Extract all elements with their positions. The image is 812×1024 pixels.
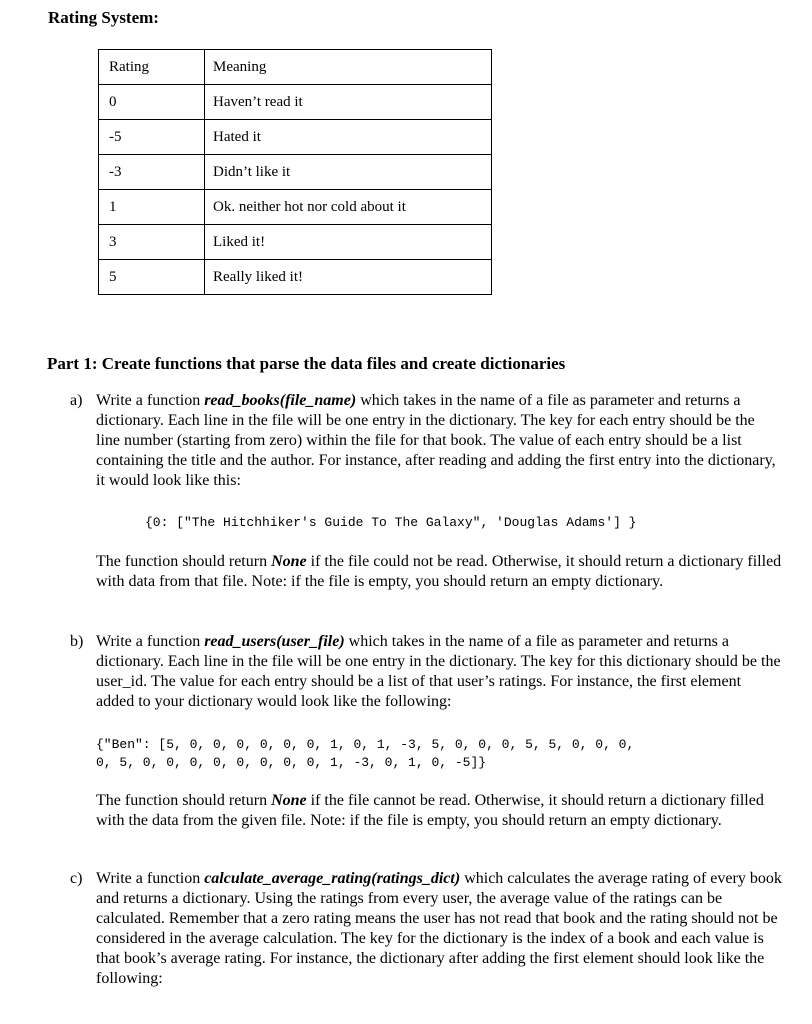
rating-cell: -5: [99, 120, 205, 155]
rating-cell: 1: [99, 190, 205, 225]
item-b-label: b): [70, 633, 84, 650]
item-c-post: which calculates the average rating of every book and returns a dictionary. Using the ratings from every user, the average value of the ratings can be calculated. Remember that a zero rating means the user has not read that book and the rating should not be considered in the average calculation. The key for the dictionary is the index of a book and each value is that book’s average rating. For instance, the dictionary after adding the first element should look like the following:: [96, 870, 782, 987]
section-heading: Rating System:: [48, 8, 159, 27]
meaning-cell: Ok. neither hot nor cold about it: [205, 190, 492, 225]
table-row: [99, 190, 492, 225]
item-b-return: [70, 791, 782, 831]
item-b-code-line1: {"Ben": [5, 0, 0, 0, 0, 0, 0, 1, 0, 1, -3, 5, 0, 0, 0, 5, 5, 0, 0, 0,: [96, 737, 635, 752]
rating-cell: -3: [99, 155, 205, 190]
item-c-text: [96, 869, 782, 989]
meaning-cell: Hated it: [205, 120, 492, 155]
table-row: [99, 85, 492, 120]
rating-cell: 3: [99, 225, 205, 260]
meaning-cell: Really liked it!: [205, 260, 492, 295]
table-row: [99, 225, 492, 260]
table-row: [99, 260, 492, 295]
item-a-text: [96, 391, 782, 491]
item-a-func: read_books(file_name): [204, 392, 357, 409]
item-a-pre: Write a function: [96, 392, 205, 409]
item-a-post: which takes in the name of a file as parameter and returns a dictionary. Each line in the file will be one entry in the dictionary. The key for each entry should be the line number (starting from zero) within the file for that book. The value of each entry should be a list containing the title and the author. For instance, after reading and adding the first entry into the dictionary, it would look like this:: [96, 392, 776, 489]
item-a: [70, 391, 782, 491]
item-c-pre: Write a function: [96, 870, 205, 887]
item-b-func: read_users(user_file): [204, 633, 345, 650]
item-b-text: [96, 632, 782, 712]
rating-cell: 5: [99, 260, 205, 295]
item-b-pre: Write a function: [96, 633, 205, 650]
item-c-label: c): [70, 870, 83, 887]
meaning-cell: Liked it!: [205, 225, 492, 260]
item-a-return: [70, 552, 782, 592]
item-b: [70, 632, 782, 712]
item-c-func: calculate_average_rating(ratings_dict): [204, 870, 461, 887]
item-a-ret-post: if the file could not be read. Otherwise, it should return a dictionary filled with data from that file. Note: if the file is empty, you should return an empty dictionary.: [96, 553, 782, 590]
item-a-ret-pre: The function should return: [96, 553, 272, 570]
item-b-post: which takes in the name of a file as parameter and returns a dictionary. Each line in the file will be one entry in the dictionary. The key for this dictionary should be the user_id. The value for each entry should be a list of that user’s ratings. For instance, the first element added to your dictionary would look like the following:: [96, 633, 781, 710]
table-row: [99, 120, 492, 155]
part1-title: Part 1: Create functions that parse the data files and create dictionaries: [47, 354, 566, 373]
table-header-row: [99, 50, 492, 85]
item-b-ret-post: if the file cannot be read. Otherwise, it should return a dictionary filled with the data from the given file. Note: if the file is empty, you should return an empty dictionary.: [96, 792, 764, 829]
rating-cell: 0: [99, 85, 205, 120]
header-meaning: Meaning: [205, 50, 492, 85]
item-a-code: {0: ["The Hitchhiker's Guide To The Galaxy", 'Douglas Adams'] }: [145, 515, 637, 530]
item-b-ret-pre: The function should return: [96, 792, 272, 809]
rating-table: [98, 49, 492, 295]
item-b-code-line2: 0, 5, 0, 0, 0, 0, 0, 0, 0, 0, 1, -3, 0, 1, 0, -5]}: [96, 755, 487, 770]
meaning-cell: Haven’t read it: [205, 85, 492, 120]
item-a-label: a): [70, 392, 83, 409]
item-b-ret-none: None: [271, 792, 307, 809]
table-row: [99, 155, 492, 190]
item-a-ret-none: None: [271, 553, 307, 570]
header-rating: Rating: [99, 50, 205, 85]
item-c: [70, 869, 782, 989]
meaning-cell: Didn’t like it: [205, 155, 492, 190]
